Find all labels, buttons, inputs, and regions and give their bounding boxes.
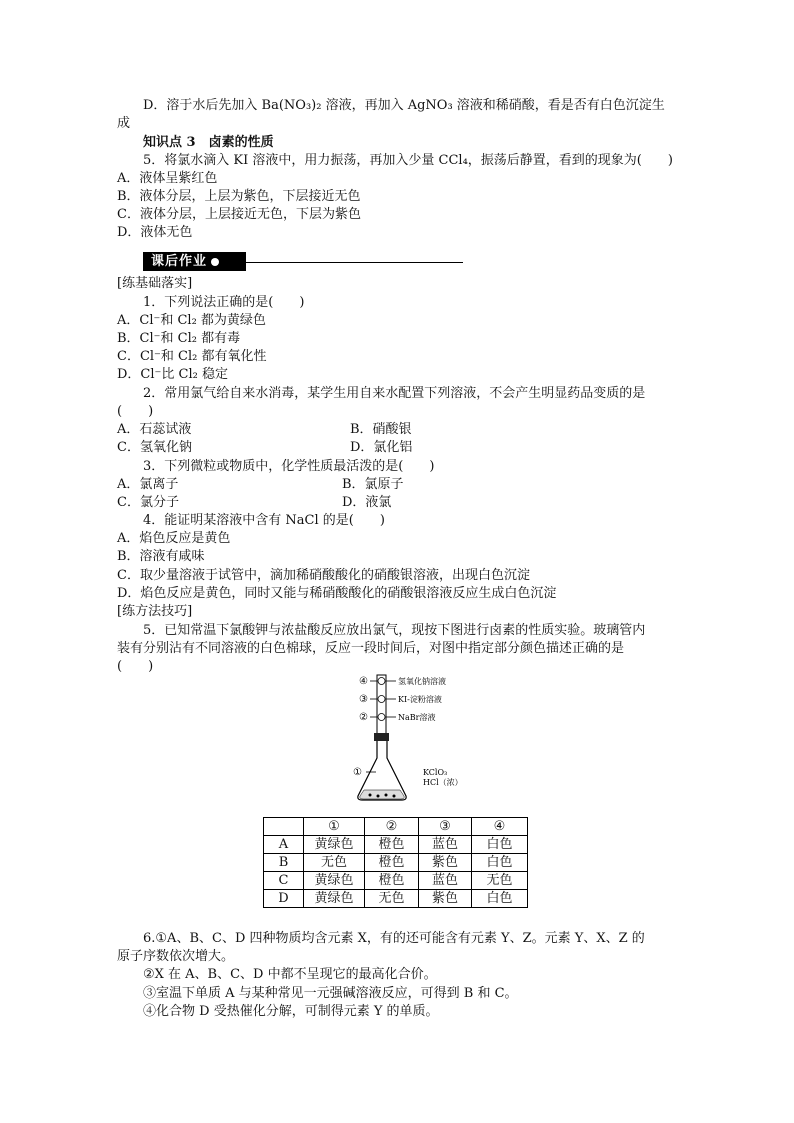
option: C．取少量溶液于试管中，滴加稀硝酸酸化的硝酸银溶液，出现白色沉淀	[117, 568, 530, 583]
table-cell: 无色	[365, 890, 419, 908]
question-stem: 3．下列微粒或物质中，化学性质最活泼的是( )	[143, 459, 435, 474]
table-row	[264, 854, 528, 872]
section-heading: [练基础落实]	[117, 276, 193, 291]
cotton-ball-icon	[378, 696, 385, 703]
table-cell: 黄绿色	[304, 836, 365, 854]
table-cell: 紫色	[419, 854, 472, 872]
question-stem: 2．常用氯气给自来水消毒，某学生用自来水配置下列溶液，不会产生明显药品变质的是	[143, 386, 646, 401]
label-hcl: HCl（浓）	[423, 778, 463, 787]
table-cell: 黄绿色	[304, 890, 365, 908]
table-cell: ②	[365, 818, 419, 836]
table-row	[264, 872, 528, 890]
section-heading: [练方法技巧]	[117, 604, 193, 619]
table-cell: 橙色	[365, 836, 419, 854]
option: D．Cl⁻比 Cl₂ 稳定	[117, 367, 228, 382]
option: B．硝酸银	[350, 422, 412, 437]
apparatus-figure	[350, 672, 480, 806]
question-stem: 6.①A、B、C、D 四种物质均含元素 X，有的还可能含有元素 Y、Z。元素 Y、X、Z 的	[143, 931, 645, 946]
answer-table	[263, 817, 528, 908]
table-cell: ④	[472, 818, 528, 836]
text-line: 成	[117, 116, 131, 131]
table-cell: 黄绿色	[304, 872, 365, 890]
marker-1: ①	[353, 767, 362, 778]
option: A．液体呈紫红色	[117, 171, 218, 186]
table-cell: 紫色	[419, 890, 472, 908]
table-row	[264, 836, 528, 854]
cotton-ball-icon	[378, 678, 385, 685]
question-stem: 原子序数依次增大。	[117, 949, 235, 964]
option: B．Cl⁻和 Cl₂ 都有毒	[117, 331, 241, 346]
option: A．氯离子	[117, 477, 179, 492]
table-cell: 无色	[472, 872, 528, 890]
option: C．液体分层，上层接近无色，下层为紫色	[117, 207, 361, 222]
table-row	[264, 890, 528, 908]
cotton-ball-icon	[378, 714, 385, 721]
option: A．Cl⁻和 Cl₂ 都为黄绿色	[117, 313, 266, 328]
option: A．焰色反应是黄色	[117, 531, 231, 546]
banner-label: 课后作业	[151, 254, 208, 269]
label-kclo3: KClO₃	[423, 768, 448, 777]
condition-line: ③室温下单质 A 与某种常见一元强碱溶液反应，可得到 B 和 C。	[143, 986, 518, 1001]
divider	[246, 262, 463, 263]
table-cell: ①	[304, 818, 365, 836]
option: A．石蕊试液	[117, 422, 192, 437]
option: D．焰色反应是黄色，同时又能与稀硝酸酸化的硝酸银溶液反应生成白色沉淀	[117, 586, 557, 601]
table-cell: 无色	[304, 854, 365, 872]
table-cell: C	[264, 872, 304, 890]
question-stem: 装有分别沾有不同溶液的白色棉球，反应一段时间后，对图中指定部分颜色描述正确的是	[117, 641, 625, 656]
question-stem: 4．能证明某溶液中含有 NaCl 的是( )	[143, 513, 385, 528]
option: C．Cl⁻和 Cl₂ 都有氧化性	[117, 349, 267, 364]
question-stem: 5．将氯水滴入 KI 溶液中，用力振荡，再加入少量 CCl₄，振荡后静置，看到的现象为( )	[143, 153, 673, 168]
label-naoh: 氢氧化钠溶液	[398, 677, 446, 686]
table-cell: A	[264, 836, 304, 854]
marker-4: ④	[359, 676, 368, 687]
table-header-row	[264, 818, 528, 836]
question-stem: 5．已知常温下氯酸钾与浓盐酸反应放出氯气，现按下图进行卤素的性质实验。玻璃管内	[143, 623, 646, 638]
marker-3: ③	[359, 694, 368, 705]
option: D．氯化铝	[350, 440, 413, 455]
table-cell	[264, 818, 304, 836]
option: B．氯原子	[342, 477, 404, 492]
table-cell: 白色	[472, 890, 528, 908]
option: C．氢氧化钠	[117, 440, 192, 455]
marker-2: ②	[359, 712, 368, 723]
option: D．液氯	[342, 495, 392, 510]
bullet-icon	[211, 258, 219, 266]
option: B．溶液有咸味	[117, 549, 205, 564]
table-cell: 蓝色	[419, 872, 472, 890]
label-ki-starch: KI-淀粉溶液	[398, 695, 442, 704]
table-cell: D	[264, 890, 304, 908]
condition-line: ④化合物 D 受热催化分解，可制得元素 Y 的单质。	[143, 1004, 439, 1019]
table-cell: 白色	[472, 836, 528, 854]
condition-line: ②X 在 A、B、C、D 中都不呈现它的最高化合价。	[143, 967, 437, 982]
option: D．液体无色	[117, 225, 193, 240]
table-cell: B	[264, 854, 304, 872]
question-stem: ( )	[117, 404, 154, 419]
question-stem: 1．下列说法正确的是( )	[143, 295, 305, 310]
section-heading: 知识点 3 卤素的性质	[143, 135, 274, 150]
table-cell: 白色	[472, 854, 528, 872]
table-cell: 橙色	[365, 872, 419, 890]
question-stem: ( )	[117, 659, 154, 674]
table-cell: 蓝色	[419, 836, 472, 854]
liquid	[360, 790, 404, 799]
homework-banner	[143, 252, 246, 271]
option: C．氯分子	[117, 495, 179, 510]
table-cell: ③	[419, 818, 472, 836]
text-line: D．溶于水后先加入 Ba(NO₃)₂ 溶液，再加入 AgNO₃ 溶液和稀硝酸，看是否有白色沉淀生	[143, 98, 665, 113]
label-nabr: NaBr溶液	[398, 713, 436, 722]
table-cell: 橙色	[365, 854, 419, 872]
stopper	[374, 733, 389, 741]
option: B．液体分层，上层为紫色，下层接近无色	[117, 189, 361, 204]
